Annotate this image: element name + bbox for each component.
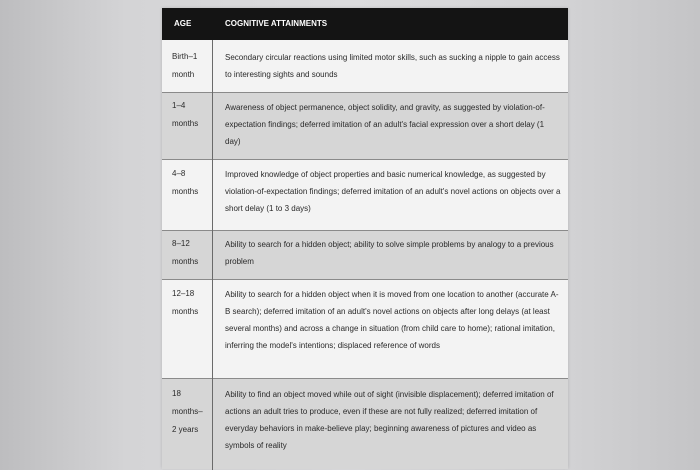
age-line: 8–12 [172,239,190,248]
table-row [162,231,568,279]
document-page [162,8,568,468]
age-line: months– [172,407,203,416]
age-line: 4–8 [172,169,186,178]
column-divider [212,40,213,470]
age-cell [172,48,210,84]
header-age: AGE [174,19,192,28]
description-cell: Improved knowledge of object properties and basic numerical knowledge, as suggested by violation-of-expectation findings; deferred imitation of an adult's novel actions on objects over a short delay (1 to 3 days) [225,170,561,213]
age-line: 18 [172,389,181,398]
table-row [162,93,568,159]
age-cell [172,285,210,321]
age-line: 2 years [172,425,199,434]
description-cell: Ability to find an object moved while out of sight (invisible displacement); deferred imitation of actions an adult tries to produce, even if these are not fully realized; deferred imitation of everyday behaviors in make-believe play; beginning awareness of pictures and video as symbols of reality [225,390,554,450]
age-line: month [172,70,195,79]
age-cell [172,97,210,133]
header-cognitive-attainments: COGNITIVE ATTAINMENTS [225,19,328,28]
age-line: months [172,119,199,128]
age-line: months [172,307,199,316]
description-cell: Secondary circular reactions using limited motor skills, such as sucking a nipple to gain access to interesting sights and sounds [225,53,560,79]
table-row [162,379,568,469]
age-line: Birth–1 [172,52,198,61]
table-row [162,46,568,92]
table-row [162,280,568,378]
description-cell: Awareness of object permanence, object solidity, and gravity, as suggested by violation-of-expectation findings; deferred imitation of an adult's facial expression over a short delay (1 day) [225,103,545,146]
age-cell [172,385,210,439]
age-line: months [172,187,199,196]
age-line: 1–4 [172,101,186,110]
table-row [162,160,568,230]
description-cell: Ability to search for a hidden object; ability to solve simple problems by analogy to a previous problem [225,240,554,266]
age-cell [172,235,210,271]
age-cell [172,165,210,201]
age-line: months [172,257,199,266]
description-cell: Ability to search for a hidden object when it is moved from one location to another (accurate A-B search); deferred imitation of an adult's novel actions on objects after long delays (at least several months) and across a change in situation (from child care to home); rational imitation, inferring the model's intentions; displaced reference of words [225,290,559,350]
table-header [162,8,568,40]
age-line: 12–18 [172,289,195,298]
